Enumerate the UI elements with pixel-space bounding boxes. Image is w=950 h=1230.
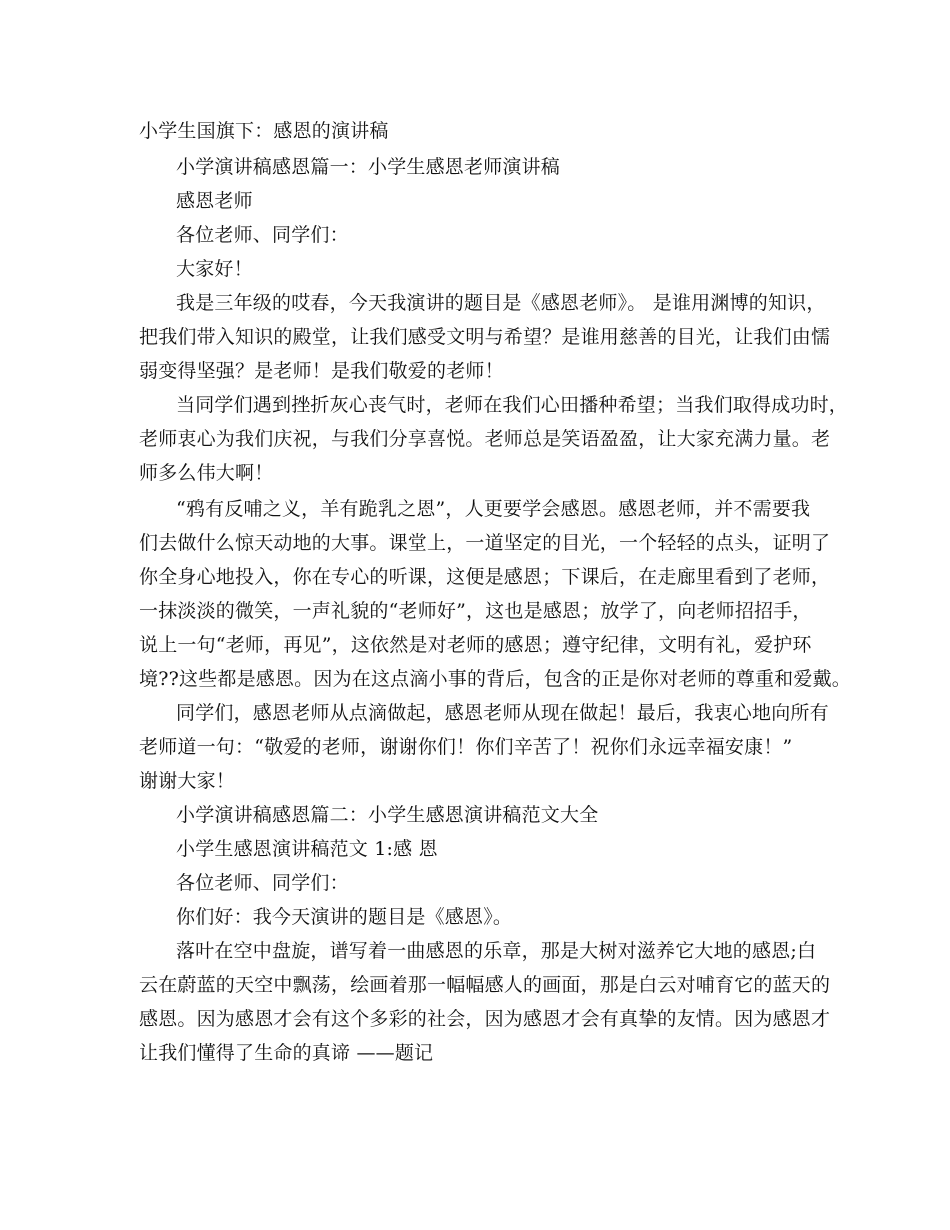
sample-title: 小学生感恩演讲稿范文 1:感 恩 [176,838,438,860]
section-heading: 小学演讲稿感恩篇二：小学生感恩演讲稿范文大全 [176,804,599,826]
paragraph-line: 弱变得坚强？是老师！是我们敬爱的老师！ [139,360,504,382]
paragraph-line: 境??这些都是感恩。因为在这点滴小事的背后，包含的正是你对老师的尊重和爱戴。 [139,668,851,690]
paragraph-line: 一抹淡淡的微笑，一声礼貌的“老师好”，这也是感恩；放学了，向老师招招手， [139,600,812,622]
section-heading: 小学演讲稿感恩篇一：小学生感恩老师演讲稿 [176,156,561,178]
paragraph-line: 师多么伟大啊！ [139,462,274,484]
salutation: 各位老师、同学们： [176,872,349,894]
paragraph-line: 老师衷心为我们庆祝，与我们分享喜悦。老师总是笑语盈盈，让大家充满力量。老 [139,428,831,450]
paragraph-line: 云在蔚蓝的天空中飘荡，绘画着那一幅幅感人的画面，那是白云对哺育它的蓝天的 [139,974,831,996]
greeting: 大家好！ [176,258,253,280]
greeting: 你们好：我今天演讲的题目是《感恩》。 [176,906,513,928]
paragraph-line: 你全身心地投入，你在专心的听课，这便是感恩；下课后，在走廊里看到了老师， [139,566,831,588]
salutation: 各位老师、同学们： [176,224,349,246]
paragraph-line: 们去做什么惊天动地的大事。课堂上，一道坚定的目光，一个轻轻的点头，证明了 [139,532,831,554]
paragraph-line: 让我们懂得了生命的真谛 ——题记 [139,1042,434,1064]
paragraph-line: 同学们，感恩老师从点滴做起，感恩老师从现在做起！最后，我衷心地向所有 [176,702,829,724]
paragraph-line: 感恩。因为感恩才会有这个多彩的社会，因为感恩才会有真挚的友情。因为感恩才 [139,1008,831,1030]
paragraph-line: “鸦有反哺之义，羊有跪乳之恩”，人更要学会感恩。感恩老师，并不需要我 [176,498,811,520]
paragraph-line: 落叶在空中盘旋，谱写着一曲感恩的乐章，那是大树对滋养它大地的感恩;白 [176,940,817,962]
paragraph-line: 把我们带入知识的殿堂，让我们感受文明与希望？是谁用慈善的目光，让我们由懦 [139,326,831,348]
paragraph-line: 老师道一句：“敬爱的老师，谢谢你们！你们辛苦了！祝你们永远幸福安康！” [139,736,793,758]
paragraph-line: 谢谢大家！ [139,770,236,792]
speech-title: 感恩老师 [176,190,253,212]
paragraph-line: 说上一句“老师，再见”，这依然是对老师的感恩；遵守纪律，文明有礼，爱护环 [139,634,812,656]
document-title: 小学生国旗下：感恩的演讲稿 [139,120,389,142]
paragraph-line: 当同学们遇到挫折灰心丧气时，老师在我们心田播种希望；当我们取得成功时， [176,394,849,416]
paragraph-line: 我是三年级的哎春，今天我演讲的题目是《感恩老师》。 是谁用渊博的知识， [176,292,826,314]
